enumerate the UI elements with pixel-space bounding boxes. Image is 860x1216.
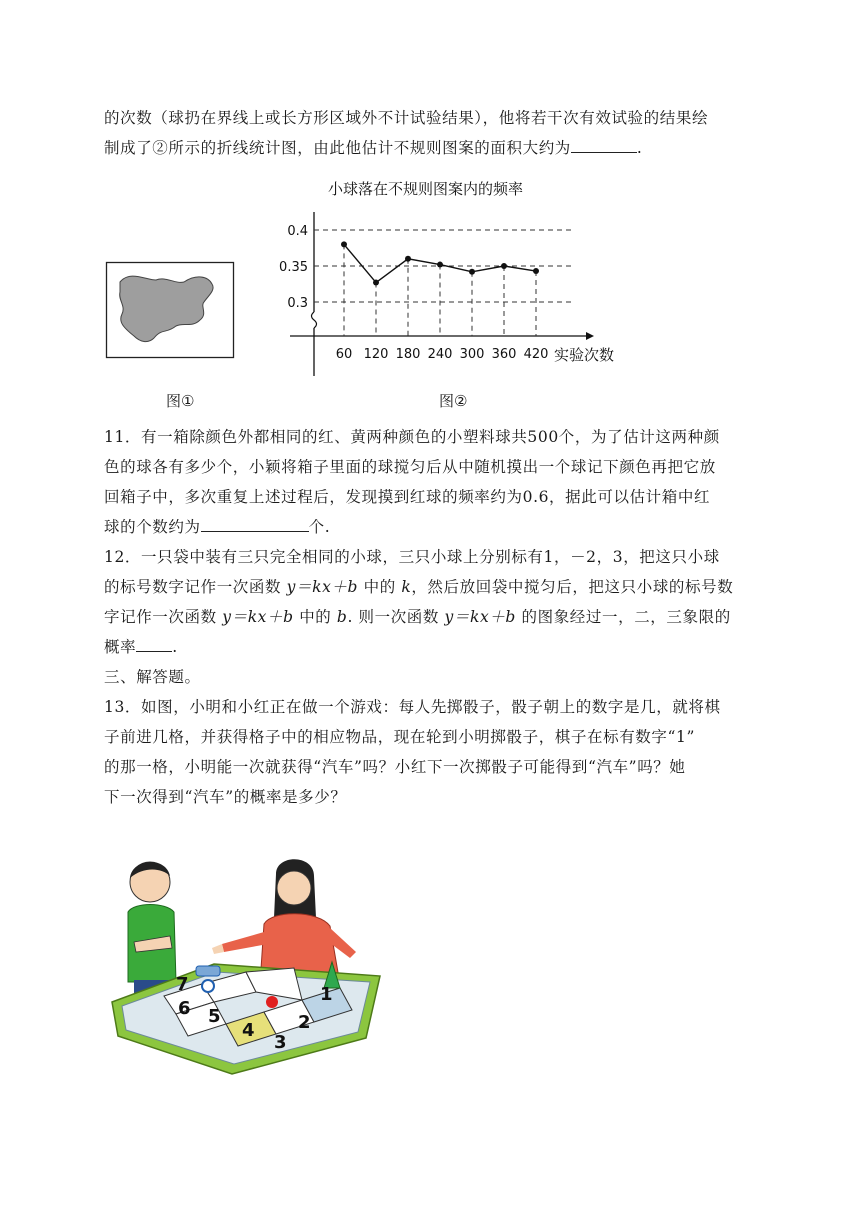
- x-tick-label: 240: [427, 347, 453, 362]
- section-3-heading: 三、解答题。: [104, 668, 201, 686]
- data-point: [341, 241, 347, 247]
- game-board-illustration: [104, 852, 384, 1078]
- board-cell-number: 5: [208, 1006, 221, 1027]
- data-point: [533, 268, 539, 274]
- data-point: [437, 262, 443, 268]
- y-tick-label: 0.3: [287, 296, 308, 311]
- q13-line-1: 13．如图，小明和小红正在做一个游戏：每人先掷骰子，骰子朝上的数字是几，就将棋: [104, 698, 721, 716]
- board-cell-number: 6: [178, 998, 191, 1019]
- board-cell-number: 4: [242, 1020, 255, 1041]
- q11-line-1: 11．有一箱除颜色外都相同的红、黄两种颜色的小塑料球共500个，为了估计这两种颜: [104, 428, 720, 446]
- figure-2-caption: 图②: [439, 392, 468, 410]
- data-point: [469, 269, 475, 275]
- q11-line-3: 回箱子中，多次重复上述过程后，发现摸到红球的频率约为0.6，据此可以估计箱中红: [104, 488, 711, 506]
- axis-break: [312, 312, 317, 328]
- x-axis-arrow: [586, 332, 594, 340]
- x-axis-label: 实验次数: [554, 346, 615, 364]
- q11-line-4: 球的个数约为 个.: [104, 512, 764, 542]
- x-tick-label: 420: [523, 347, 549, 362]
- board-cell-number: 3: [274, 1032, 287, 1053]
- data-point: [501, 263, 507, 269]
- question-11: [104, 422, 764, 542]
- x-tick-label: 120: [363, 347, 389, 362]
- intro-line-1: 的次数（球扔在界线上或长方形区域外不计试验结果），他将若干次有效试验的结果绘: [104, 109, 709, 127]
- q12-line-2: 的标号数字记作一次函数 y＝kx＋b 中的 k，然后放回袋中搅匀后，把这只小球的标号数: [104, 578, 734, 596]
- x-tick-label: 300: [459, 347, 485, 362]
- q12-line-1: 12．一只袋中装有三只完全相同的小球，三只小球上分别标有1，－2，3，把这只小球: [104, 548, 720, 566]
- q13-line-3: 的那一格，小明能一次就获得“汽车”吗？小红下一次掷骰子可能得到“汽车”吗？她: [104, 758, 686, 776]
- question-12: [104, 542, 764, 662]
- data-point: [405, 256, 411, 262]
- figure-1-irregular-shape: [104, 258, 236, 360]
- q13-line-2: 子前进几格，并获得格子中的相应物品，现在轮到小明掷骰子，棋子在标有数字“1”: [104, 728, 696, 746]
- data-point: [373, 280, 379, 286]
- intro-paragraph: [104, 103, 764, 163]
- q11-answer-blank[interactable]: [201, 513, 309, 532]
- y-tick-label: 0.4: [287, 224, 308, 239]
- y-tick-label: 0.35: [279, 260, 308, 275]
- board-cell-number: 1: [320, 984, 333, 1005]
- answer-blank[interactable]: [571, 134, 637, 153]
- x-tick-label: 360: [491, 347, 517, 362]
- q12-line-3: 字记作一次函数 y＝kx＋b 中的 b. 则一次函数 y＝kx＋b 的图象经过一，二，三象限的: [104, 608, 731, 626]
- board-cell-number: 2: [298, 1012, 311, 1033]
- q11-line-2: 色的球各有多少个，小颖将箱子里面的球搅匀后从中随机摸出一个球记下颜色再把它放: [104, 458, 716, 476]
- q12-line-4: 概率 .: [104, 632, 764, 662]
- q12-answer-blank[interactable]: [136, 633, 172, 652]
- board-cell-number: 7: [176, 974, 189, 995]
- figure-1-caption: 图①: [166, 392, 195, 410]
- x-tick-label: 60: [335, 347, 353, 362]
- intro-line-2: 制成了②所示的折线统计图，由此他估计不规则图案的面积大约为 .: [104, 133, 764, 163]
- frequency-line-chart: [270, 172, 630, 386]
- q13-line-4: 下一次得到“汽车”的概率是多少？: [104, 788, 347, 806]
- x-tick-label: 180: [395, 347, 421, 362]
- question-13: [104, 692, 764, 812]
- chart-title: 小球落在不规则图案内的频率: [328, 180, 524, 198]
